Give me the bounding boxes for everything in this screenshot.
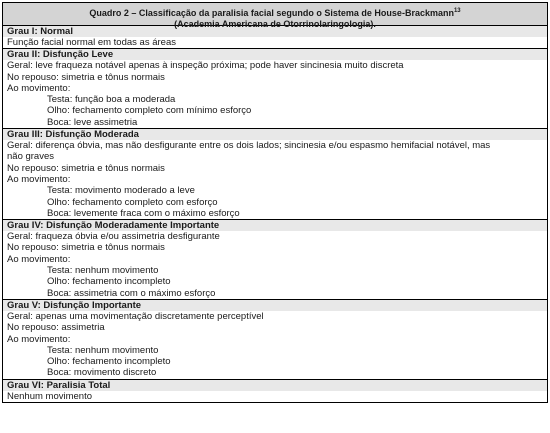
table-caption [3,3,547,29]
grade-section [3,49,547,129]
grade-line: Geral: diferença óbvia, mas não desfigurante entre os dois lados; sincinesia e/ou espasmo hemifacial notável, mas [7,140,491,152]
grade-line: Nenhum movimento [7,390,93,402]
grade-subitem: Olho: fechamento completo com mínimo esforço [47,105,252,117]
grade-subitem: Testa: nenhum movimento [47,344,159,356]
caption-line-1 [7,6,543,19]
caption-reference: 13 [453,8,461,14]
grade-title: Grau IV: Disfunção Moderadamente Importante [3,220,547,231]
grade-subitem: Boca: movimento discreto [47,367,157,379]
grade-line: Geral: leve fraqueza notável apenas à inspeção próxima; pode haver sincinesia muito discreta [7,60,404,72]
grade-section [3,220,547,300]
grade-subitem: Testa: função boa a moderada [47,94,176,106]
caption-line-2: (Academia Americana de Otorrinolaringologia). [174,19,376,29]
grade-line: Ao movimento: [7,82,71,94]
grade-title: Grau II: Disfunção Leve [3,49,547,60]
grade-line: não graves [7,151,55,163]
grade-title: Grau III: Disfunção Moderada [3,129,547,140]
grade-section [3,129,547,220]
grade-line: No repouso: simetria e tônus normais [7,242,165,254]
grade-section [3,380,547,402]
grade-line: No repouso: assimetria [7,322,105,334]
grade-line: Geral: fraqueza óbvia e/ou assimetria desfigurante [7,231,220,243]
grade-subitem: Olho: fechamento incompleto [47,356,171,368]
grade-subitem: Olho: fechamento incompleto [47,276,171,288]
grade-line: Ao movimento: [7,253,71,265]
grade-subitem: Olho: fechamento completo com esforço [47,196,218,208]
grade-line: No repouso: simetria e tônus normais [7,71,165,83]
grade-section [3,300,547,380]
grade-subitem: Testa: nenhum movimento [47,265,159,277]
grades-list [3,26,547,402]
grade-line: Geral: apenas uma movimentação discretamente perceptível [7,310,264,322]
grade-line: Ao movimento: [7,173,71,185]
grade-line: Ao movimento: [7,333,71,345]
grade-subitem: Boca: levemente fraca com o máximo esforço [47,207,240,219]
grade-line: Função facial normal em todas as áreas [7,37,176,48]
grade-title: Grau I: Normal [3,26,547,37]
caption-title: Quadro 2 – Classificação da paralisia facial segundo o Sistema de House-Brackmann [89,8,454,18]
grade-title: Grau V: Disfunção Importante [3,300,547,311]
grade-subitem: Boca: leve assimetria [47,116,138,128]
grade-subitem: Boca: assimetria com o máximo esforço [47,287,216,299]
grade-subitem: Testa: movimento moderado a leve [47,185,195,197]
grade-title: Grau VI: Paralisia Total [3,380,547,391]
grade-line: No repouso: simetria e tônus normais [7,162,165,174]
classification-table [2,2,548,403]
